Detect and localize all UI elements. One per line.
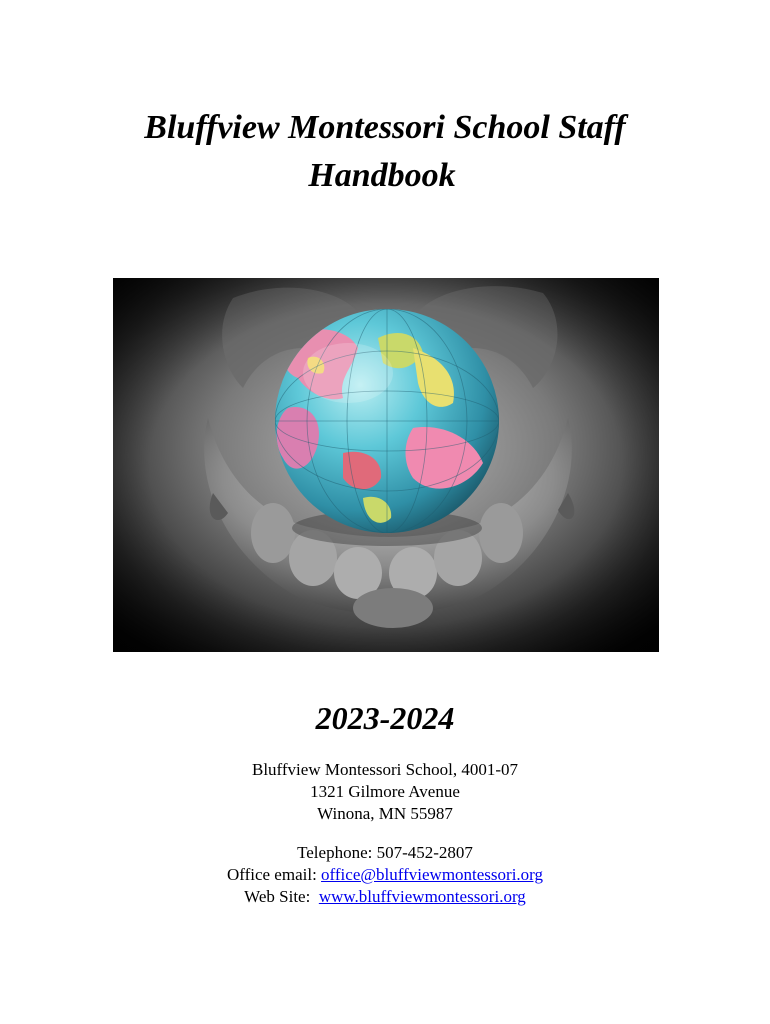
website-link[interactable]: www.bluffviewmontessori.org: [318, 887, 526, 906]
title-line-2: Handbook: [308, 157, 456, 194]
email-link[interactable]: office@bluffviewmontessori.org: [321, 865, 544, 884]
contact-info: [0, 842, 770, 908]
email-label: Office email:: [226, 865, 322, 884]
telephone-line: Telephone: 507-452-2807: [297, 843, 473, 862]
title-line-1: Bluffview Montessori School Staff: [144, 109, 626, 146]
street-address: 1321 Gilmore Avenue: [310, 782, 460, 801]
city-state-zip: Winona, MN 55987: [317, 804, 453, 823]
school-name-line: Bluffview Montessori School, 4001-07: [251, 760, 518, 779]
website-label: Web Site:: [244, 887, 319, 906]
school-year: 2023-2024: [315, 700, 455, 736]
handbook-title: [0, 104, 770, 200]
website-line: [0, 886, 770, 908]
globe-in-hands-image: [113, 278, 659, 652]
email-line: [0, 864, 770, 886]
school-address: [0, 759, 770, 825]
